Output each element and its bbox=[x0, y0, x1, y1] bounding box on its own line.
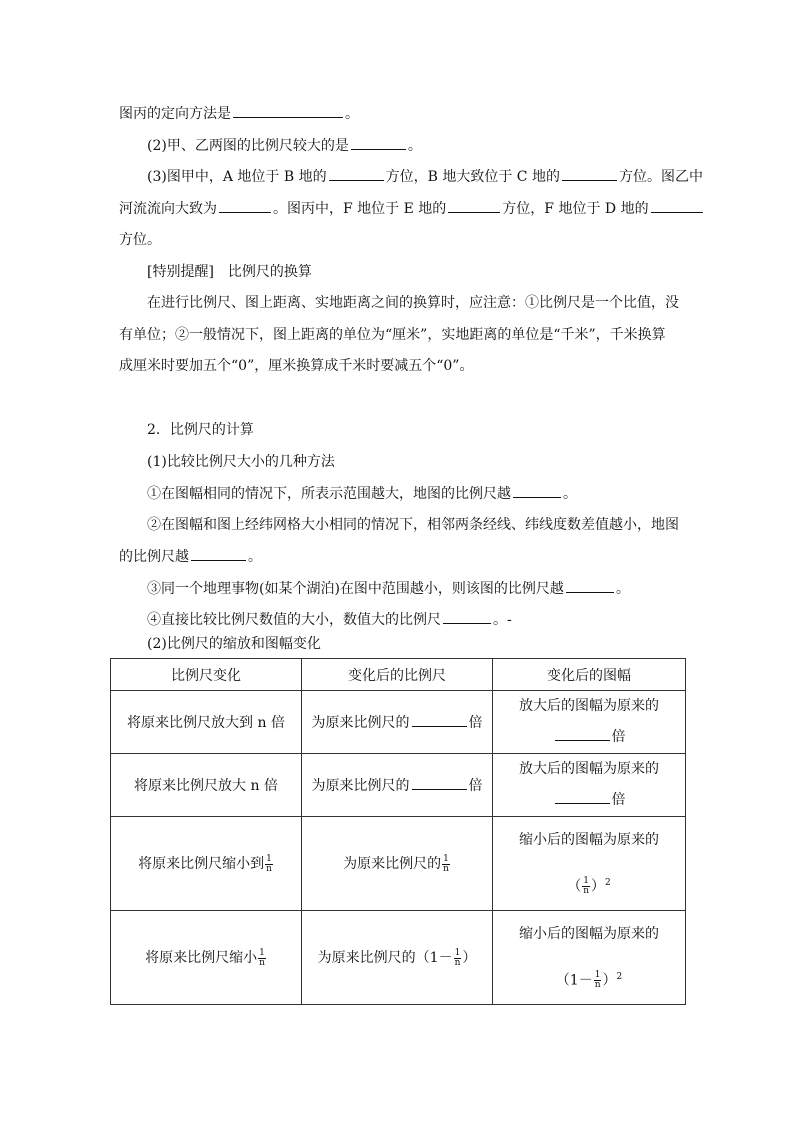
text: 为原来比例尺的 bbox=[311, 778, 410, 794]
answer-blank[interactable] bbox=[412, 775, 467, 790]
table-header: 变化后的比例尺 bbox=[302, 659, 493, 691]
cell-line bbox=[493, 722, 685, 753]
question-3-line-3 bbox=[119, 230, 161, 250]
answer-blank[interactable] bbox=[191, 546, 246, 561]
answer-blank[interactable] bbox=[513, 483, 561, 498]
table-header-row bbox=[111, 659, 686, 691]
method-2-line-2 bbox=[119, 546, 262, 567]
text: 。 bbox=[248, 549, 262, 565]
table-row bbox=[111, 691, 686, 754]
text: [特别提醒] 比例尺的换算 bbox=[147, 264, 312, 280]
text: 为原来比例尺的 bbox=[311, 715, 410, 731]
tip-line-3 bbox=[119, 356, 473, 376]
table-cell bbox=[493, 911, 686, 1005]
text: ④直接比较比例尺数值的大小，数值大的比例尺 bbox=[147, 612, 441, 628]
fraction-numerator: 1 bbox=[266, 853, 272, 864]
tip-line-1 bbox=[147, 293, 679, 313]
text: 。 bbox=[615, 581, 630, 597]
method-1 bbox=[147, 483, 577, 504]
section-2-title bbox=[147, 420, 254, 440]
answer-blank[interactable] bbox=[555, 726, 610, 741]
text: 倍 bbox=[468, 778, 483, 794]
tip-line-2 bbox=[119, 325, 666, 345]
text: （1－ bbox=[555, 972, 593, 989]
fraction-denominator: n bbox=[266, 863, 272, 874]
text: 倍 bbox=[468, 715, 483, 731]
answer-blank[interactable] bbox=[448, 198, 500, 213]
section-2-sub-2 bbox=[147, 634, 321, 654]
table-cell bbox=[493, 817, 686, 911]
fraction-numerator: 1 bbox=[583, 875, 589, 886]
text: 缩小后的图幅为原来的 bbox=[519, 831, 659, 848]
text: 放大后的图幅为原来的 bbox=[519, 698, 659, 714]
text: 方位。图乙中 bbox=[618, 169, 703, 185]
table-cell bbox=[302, 754, 493, 817]
table-cell bbox=[493, 691, 686, 754]
text: 河流流向大致为 bbox=[119, 201, 217, 217]
answer-blank[interactable] bbox=[219, 198, 271, 213]
tip-heading bbox=[147, 262, 312, 282]
fraction bbox=[265, 855, 273, 874]
method-3 bbox=[147, 578, 630, 599]
cell-line bbox=[493, 962, 685, 997]
answer-blank[interactable] bbox=[233, 103, 343, 118]
text: 。 bbox=[345, 106, 359, 122]
text: 倍 bbox=[611, 792, 626, 808]
question-line-1 bbox=[119, 103, 359, 124]
fraction-denominator: n bbox=[594, 979, 601, 990]
answer-blank[interactable] bbox=[351, 135, 406, 150]
table-cell bbox=[493, 754, 686, 817]
table-cell bbox=[302, 691, 493, 754]
fraction-denominator: n bbox=[454, 957, 461, 968]
table-cell bbox=[302, 911, 493, 1005]
table-cell bbox=[302, 817, 493, 911]
table-cell: 将原来比例尺放大 n 倍 bbox=[111, 754, 302, 817]
fraction-denominator: n bbox=[259, 957, 265, 968]
answer-blank[interactable] bbox=[555, 789, 610, 804]
text: 方位，F 地位于 D 地的 bbox=[502, 201, 649, 217]
method-4 bbox=[147, 609, 512, 630]
text: 的比例尺越 bbox=[119, 549, 189, 565]
text: 。 bbox=[563, 486, 577, 502]
text: ） bbox=[602, 972, 617, 989]
answer-blank[interactable] bbox=[562, 166, 617, 181]
text: 方位，B 地大致位于 C 地的 bbox=[385, 169, 560, 185]
fraction bbox=[594, 971, 602, 990]
answer-blank[interactable] bbox=[329, 166, 384, 181]
fraction-numerator: 1 bbox=[454, 947, 461, 958]
text: 有单位；②一般情况下，图上距离的单位为“厘米”，实地距离的单位是“千米”，千米换算 bbox=[119, 327, 666, 343]
text: (2)比例尺的缩放和图幅变化 bbox=[147, 636, 321, 652]
table-cell bbox=[111, 911, 302, 1005]
table-row bbox=[111, 754, 686, 817]
table-header: 变化后的图幅 bbox=[493, 659, 686, 691]
text: （ bbox=[567, 878, 582, 895]
fraction bbox=[454, 949, 462, 968]
question-3-line-2 bbox=[119, 198, 705, 219]
text: 。图丙中，F 地位于 E 地的 bbox=[273, 201, 447, 217]
table-row bbox=[111, 817, 686, 911]
fraction-numerator: 1 bbox=[259, 947, 265, 958]
table-cell bbox=[111, 817, 302, 911]
text: (2)甲、乙两图的比例尺较大的是 bbox=[147, 138, 349, 154]
text: 为原来比例尺的（1－ bbox=[317, 950, 453, 967]
answer-blank[interactable] bbox=[412, 712, 467, 727]
text: ） bbox=[591, 878, 605, 895]
text: 方位。 bbox=[119, 232, 161, 248]
text: ③同一个地理事物(如某个湖泊)在图中范围越小，则该图的比例尺越 bbox=[147, 581, 564, 597]
text: 为原来比例尺的 bbox=[343, 856, 442, 873]
scale-change-table bbox=[110, 658, 686, 1005]
fraction-denominator: n bbox=[583, 885, 590, 896]
text: (3)图甲中，A 地位于 B 地的 bbox=[147, 169, 327, 185]
text: 将原来比例尺缩小 bbox=[145, 950, 258, 967]
answer-blank[interactable] bbox=[651, 198, 703, 213]
table-cell: 将原来比例尺放大到 n 倍 bbox=[111, 691, 302, 754]
table-row bbox=[111, 911, 686, 1005]
fraction bbox=[582, 877, 590, 896]
answer-blank[interactable] bbox=[566, 578, 614, 593]
exponent: 2 bbox=[605, 877, 611, 888]
question-2 bbox=[147, 135, 422, 156]
fraction-numerator: 1 bbox=[594, 969, 601, 980]
exponent: 2 bbox=[616, 971, 623, 982]
cell-line bbox=[493, 785, 685, 816]
answer-blank[interactable] bbox=[443, 609, 491, 624]
fraction-denominator: n bbox=[443, 863, 449, 874]
cell-line bbox=[493, 868, 685, 903]
text: 将原来比例尺缩小到 bbox=[138, 856, 265, 873]
fraction-numerator: 1 bbox=[443, 853, 449, 864]
table-header: 比例尺变化 bbox=[111, 659, 302, 691]
question-3-line-1 bbox=[147, 166, 703, 187]
text: ②在图幅和图上经纬网格大小相同的情况下，相邻两条经线、纬线度数差值越小，地图 bbox=[147, 517, 679, 533]
text: 在进行比例尺、图上距离、实地距离之间的换算时，应注意：①比例尺是一个比值，没 bbox=[147, 295, 679, 311]
text: 缩小后的图幅为原来的 bbox=[519, 925, 659, 942]
text: 。 bbox=[407, 138, 422, 154]
method-2-line-1 bbox=[147, 515, 679, 535]
text: 图丙的定向方法是 bbox=[119, 106, 231, 122]
text: 。- bbox=[493, 612, 512, 628]
text: (1)比较比例尺大小的几种方法 bbox=[147, 454, 335, 470]
fraction bbox=[258, 949, 266, 968]
text: 成厘米时要加五个“0”，厘米换算成千米时要减五个“0”。 bbox=[119, 358, 474, 374]
text: 2．比例尺的计算 bbox=[147, 422, 254, 438]
text: ） bbox=[462, 950, 477, 967]
text: 放大后的图幅为原来的 bbox=[519, 761, 659, 777]
text: ①在图幅相同的情况下，所表示范围越大，地图的比例尺越 bbox=[147, 486, 511, 502]
text: 倍 bbox=[611, 729, 626, 745]
section-2-sub-1 bbox=[147, 452, 335, 472]
fraction bbox=[442, 855, 450, 874]
